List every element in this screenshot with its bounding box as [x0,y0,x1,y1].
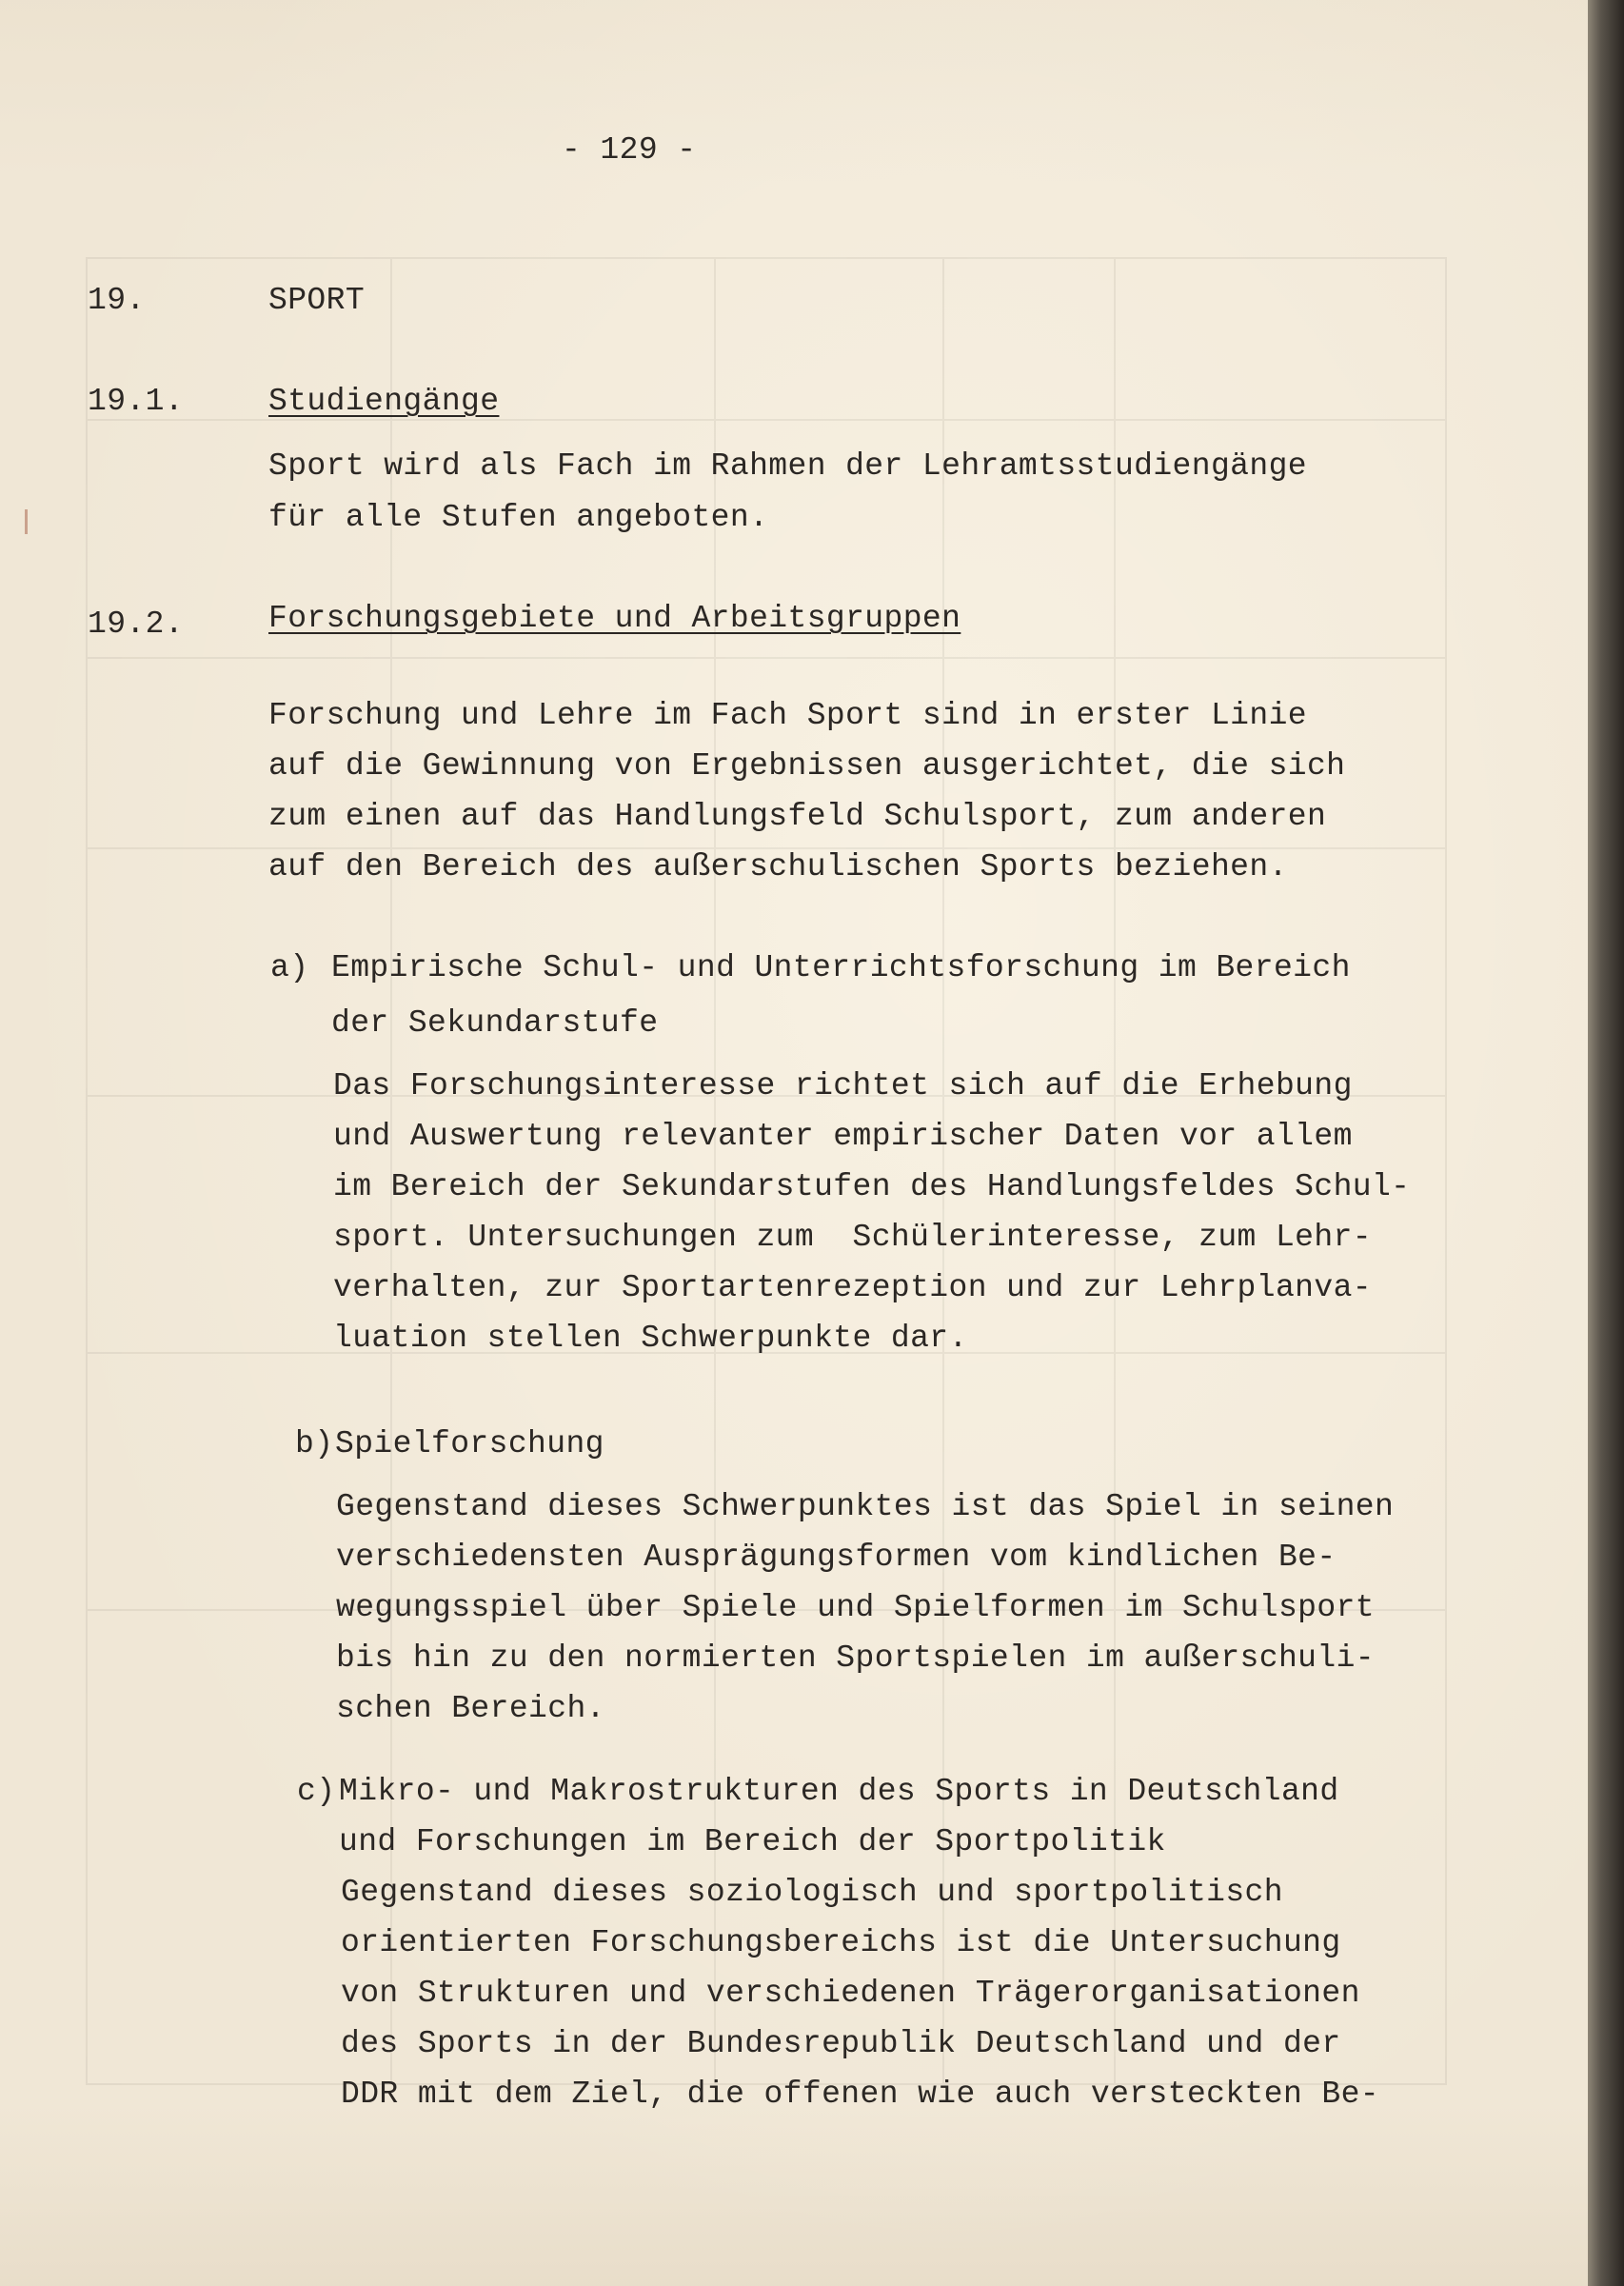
paragraph-line: auf die Gewinnung von Ergebnissen ausgerichtet, die sich [268,748,1346,784]
item-title-line: Spielforschung [335,1426,604,1461]
page-number: - 129 - [562,132,697,168]
paragraph-line: von Strukturen und verschiedenen Trägerorganisationen [341,1976,1360,2011]
paragraph-line: orientierten Forschungsbereichs ist die Untersuchung [341,1925,1341,1960]
section-title: SPORT [268,283,366,318]
paragraph-line: bis hin zu den normierten Sportspielen im außerschuli- [336,1640,1375,1676]
paragraph-line: DDR mit dem Ziel, die offenen wie auch versteckten Be- [341,2077,1379,2112]
paragraph-line: auf den Bereich des außerschulischen Sports beziehen. [268,849,1288,885]
paragraph-line: schen Bereich. [336,1691,605,1726]
paragraph-line: wegungsspiel über Spiele und Spielformen im Schulsport [336,1590,1375,1625]
paragraph-line: zum einen auf das Handlungsfeld Schulsport, zum anderen [268,799,1327,834]
subsection-heading: Studiengänge [268,384,500,419]
paragraph-line: Forschung und Lehre im Fach Sport sind in erster Linie [268,698,1307,733]
item-title-line: der Sekundarstufe [331,1005,659,1041]
subsection-number: 19.2. [88,606,185,642]
item-label: c) [297,1774,336,1809]
paragraph-line: des Sports in der Bundesrepublik Deutschland und der [341,2026,1341,2061]
item-label: a) [270,950,309,985]
subsection-heading: Forschungsgebiete und Arbeitsgruppen [268,601,961,636]
binding-edge [1588,0,1624,2286]
paragraph-line: verhalten, zur Sportartenrezeption und zur Lehrplanva- [333,1270,1372,1305]
margin-mark [25,509,28,534]
item-label: b) [295,1426,334,1461]
paragraph-line: Sport wird als Fach im Rahmen der Lehramtsstudiengänge [268,448,1307,484]
paragraph-line: im Bereich der Sekundarstufen des Handlungsfeldes Schul- [333,1169,1411,1204]
paragraph-line: für alle Stufen angeboten. [268,500,769,535]
paragraph-line: sport. Untersuchungen zum Schülerinteresse, zum Lehr- [333,1220,1372,1255]
item-title-line: Empirische Schul- und Unterrichtsforschung im Bereich [331,950,1351,985]
paragraph-line: und Auswertung relevanter empirischer Daten vor allem [333,1119,1353,1154]
item-title-line: Mikro- und Makrostrukturen des Sports in Deutschland [339,1774,1339,1809]
item-title-line: und Forschungen im Bereich der Sportpolitik [339,1824,1166,1859]
paragraph-line: Gegenstand dieses soziologisch und sportpolitisch [341,1875,1283,1910]
paragraph-line: Das Forschungsinteresse richtet sich auf die Erhebung [333,1068,1353,1103]
paragraph-line: verschiedensten Ausprägungsformen vom kindlichen Be- [336,1540,1337,1575]
subsection-number: 19.1. [88,384,185,419]
section-number: 19. [88,283,146,318]
paragraph-line: Gegenstand dieses Schwerpunktes ist das Spiel in seinen [336,1489,1395,1524]
paragraph-line: luation stellen Schwerpunkte dar. [333,1321,968,1356]
